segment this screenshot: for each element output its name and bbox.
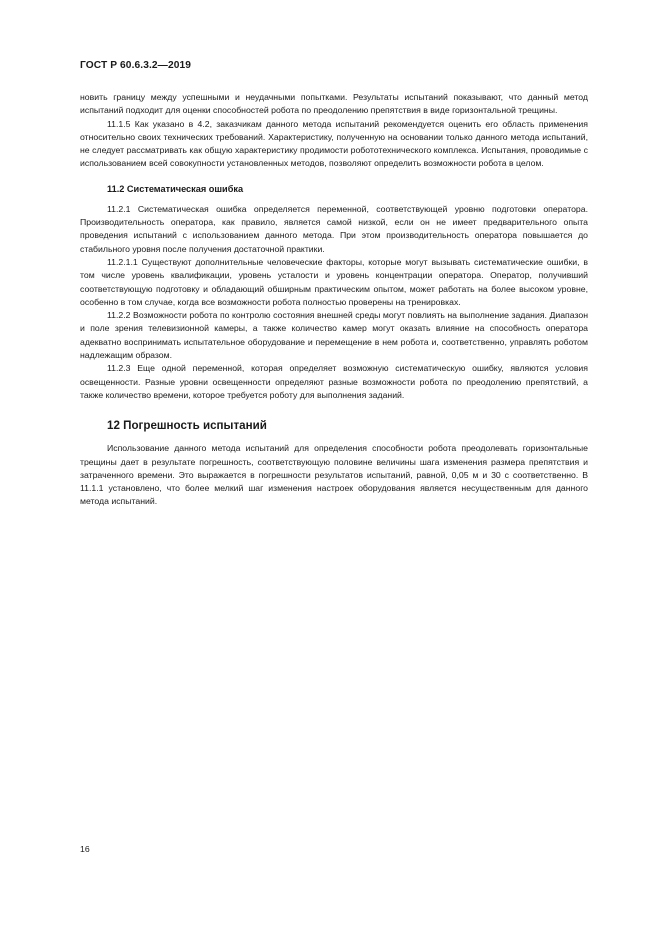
paragraph-continued: новить границу между успешными и неудачными попытками. Результаты испытаний показывают, что данный метод испытаний подходит для оценки способностей робота по преодолению препятствия в виде горизонтальной трещины. [80, 92, 588, 116]
page-content [80, 91, 588, 509]
document-code-header: ГОСТ Р 60.6.3.2—2019 [80, 60, 192, 71]
paragraph-12: Использование данного метода испытаний для определения способности робота преодолевать горизонтальные трещины дает в результате погрешность, соответствующую половине величины шага изменения размера препятствия и затраченного времени. Это выражается в погрешности результатов испытаний, равной, 0,05 м и 30 с соответственно. В 11.1.1 установлено, что более мелкий шаг изменения настроек оборудования является несущественным для данного метода испытаний. [80, 443, 588, 507]
page-number: 16 [80, 844, 90, 854]
paragraph-11-1-5: 11.1.5 Как указано в 4.2, заказчикам данного метода испытаний рекомендуется оценить его область применения относительно своих технических требований. Характеристику, полученную на основании только данного метода испытаний, не следует рассматривать как общую характеристику продимости робототехнического комплекса. Испытания, проводимые с использованием всей совокупности установленных методов, позволяют определить возможности робота в целом. [80, 118, 588, 169]
section-heading-12: 12 Погрешность испытаний [107, 419, 267, 433]
paragraph-11-2-3: 11.2.3 Еще одной переменной, которая определяет возможную систематическую ошибку, являются условия освещенности. Разные уровни освещенности определяют разные возможности робота по преодолению препятствий, а также количество времени, которое требуется роботу для выполнения заданий. [80, 363, 588, 400]
paragraph-11-2-2: 11.2.2 Возможности робота по контролю состояния внешней среды могут повлиять на выполнение задания. Диапазон и поле зрения телевизионной камеры, а также количество камер могут оказать влияние на способность оператора адекватно воспринимать испытательное оборудование и перемещение в нем робота и, соответственно, управлять роботом надлежащим образом. [80, 310, 588, 361]
paragraph-11-2-1: 11.2.1 Систематическая ошибка определяется переменной, соответствующей уровню подготовки оператора. Производительность оператора, как правило, является самой низкой, если он не имеет предварительного опыта проведения испытаний с использованием данного метода. При этом производительность оператора повышается до стабильного уровня после получения достаточной практики. [80, 203, 588, 254]
paragraph-11-2-1-1: 11.2.1.1 Существуют дополнительные человеческие факторы, которые могут вызывать систематические ошибки, в том числе уровень квалификации, уровень усталости и уровень концентрации оператора. Оператор, получивший соответствующую подготовку и обладающий обширным практическим опытом, может работать на более высоком уровне, особенно в том случае, когда все возможности робота полностью проверены на тренировках. [80, 256, 588, 307]
section-heading-11-2: 11.2 Систематическая ошибка [107, 183, 244, 194]
